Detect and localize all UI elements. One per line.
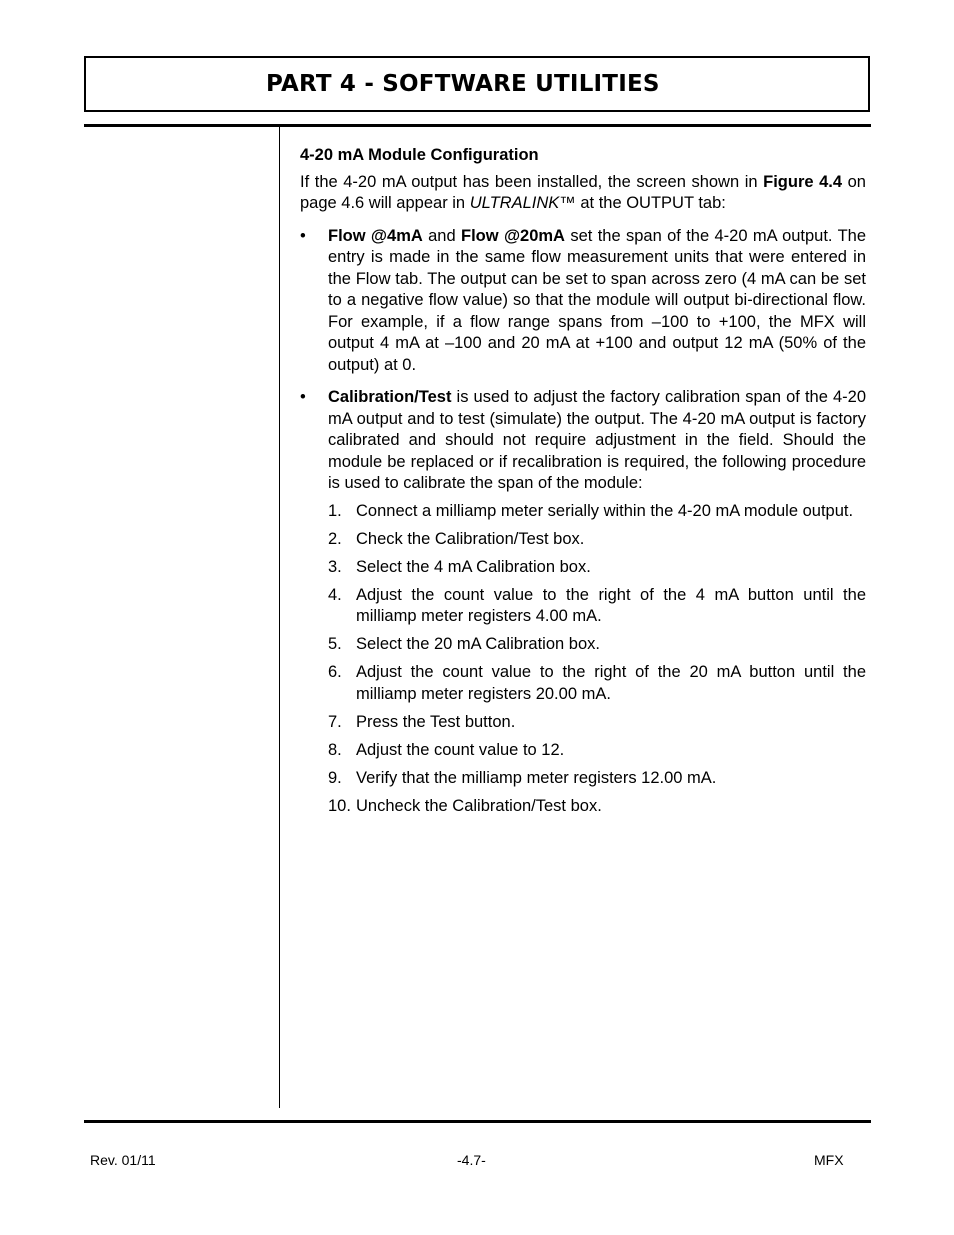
list-item bbox=[328, 740, 866, 762]
list-item bbox=[328, 768, 866, 790]
intro-text-3: at the OUTPUT tab: bbox=[575, 194, 726, 212]
step-text: Uncheck the Calibration/Test box. bbox=[356, 796, 602, 815]
step-number: 1. bbox=[328, 501, 342, 520]
step-number: 3. bbox=[328, 557, 342, 576]
step-text: Adjust the count value to 12. bbox=[356, 740, 565, 759]
page-title: PART 4 - SOFTWARE UTILITIES bbox=[266, 71, 660, 97]
step-number: 9. bbox=[328, 768, 342, 787]
step-text: Connect a milliamp meter serially within the 4-20 mA module output. bbox=[356, 501, 854, 520]
step-text: Select the 20 mA Calibration box. bbox=[356, 635, 600, 653]
list-item bbox=[328, 501, 866, 523]
header-rule bbox=[84, 124, 871, 127]
main-content bbox=[300, 145, 866, 824]
list-item bbox=[328, 529, 866, 551]
step-number: 2. bbox=[328, 529, 342, 548]
list-item bbox=[328, 557, 866, 579]
margin-divider bbox=[279, 127, 280, 1108]
step-text: Select the 4 mA Calibration box. bbox=[356, 557, 591, 576]
step-number: 5. bbox=[328, 635, 342, 653]
footer-revision: Rev. 01/11 bbox=[90, 1152, 156, 1168]
bullet-term-calibration-test: Calibration/Test bbox=[328, 388, 452, 406]
step-text: Check the Calibration/Test box. bbox=[356, 529, 585, 548]
step-number: 7. bbox=[328, 712, 342, 731]
intro-text-2: on page 4.6 will appear in bbox=[300, 172, 866, 212]
intro-paragraph bbox=[300, 172, 866, 215]
calibration-steps-list bbox=[328, 501, 866, 818]
list-item bbox=[328, 796, 866, 818]
bullet-term-flow-4ma: Flow @4mA bbox=[328, 226, 423, 245]
bullet-connector: and bbox=[422, 226, 462, 245]
step-text: Verify that the milliamp meter registers 12.00 mA. bbox=[356, 768, 717, 787]
bullet-term-flow-20ma: Flow @20mA bbox=[461, 226, 565, 245]
bullet-flow-span bbox=[300, 226, 866, 377]
bullet-text-flow-span: set the span of the 4-20 mA output. The entry is made in the same flow measurement units that were entered in the Flow tab. The output can be set to span across zero (4 mA can be set to a negative flow value) so that the module will output bi-directional flow. For example, if a flow range spans from –100 to +100, the MFX will output 4 mA at –100 and 20 mA at +100 and output 12 mA (50% of the output) at 0. bbox=[328, 226, 867, 374]
step-text: Adjust the count value to the right of the 4 mA button until the milliamp meter registers 4.00 mA. bbox=[356, 585, 866, 625]
bullet-dot-icon: • bbox=[300, 388, 306, 406]
list-item bbox=[328, 585, 866, 628]
step-text: Adjust the count value to the right of the 20 mA button until the milliamp meter registers 20.00 mA. bbox=[356, 663, 866, 703]
bullet-text-calibration: is used to adjust the factory calibration span of the 4-20 mA output and to test (simulate) the output. The 4-20 mA output is factory calibrated and should not require adjustment in the field. Should the module be replaced or if recalibration is required, the following procedure is used to calibrate the span of the module: bbox=[328, 388, 866, 492]
intro-text-1: If the 4-20 mA output has been installed, the screen shown in bbox=[300, 172, 764, 191]
bullet-calibration-test bbox=[300, 387, 866, 495]
step-number: 4. bbox=[328, 585, 342, 604]
step-text: Press the Test button. bbox=[356, 712, 516, 731]
list-item bbox=[328, 712, 866, 734]
page-header-box bbox=[84, 56, 870, 112]
section-heading: 4-20 mA Module Configuration bbox=[300, 146, 539, 164]
step-number: 10. bbox=[328, 796, 351, 815]
footer-product: MFX bbox=[814, 1152, 844, 1168]
figure-reference: Figure 4.4 bbox=[763, 172, 843, 191]
footer-page-number: -4.7- bbox=[457, 1152, 486, 1168]
step-number: 8. bbox=[328, 740, 342, 759]
bullet-dot-icon: • bbox=[300, 226, 306, 245]
list-item bbox=[328, 662, 866, 705]
list-item bbox=[328, 634, 866, 656]
step-number: 6. bbox=[328, 663, 342, 681]
product-name: ULTRALINK™ bbox=[469, 194, 576, 212]
footer-rule bbox=[84, 1120, 871, 1123]
